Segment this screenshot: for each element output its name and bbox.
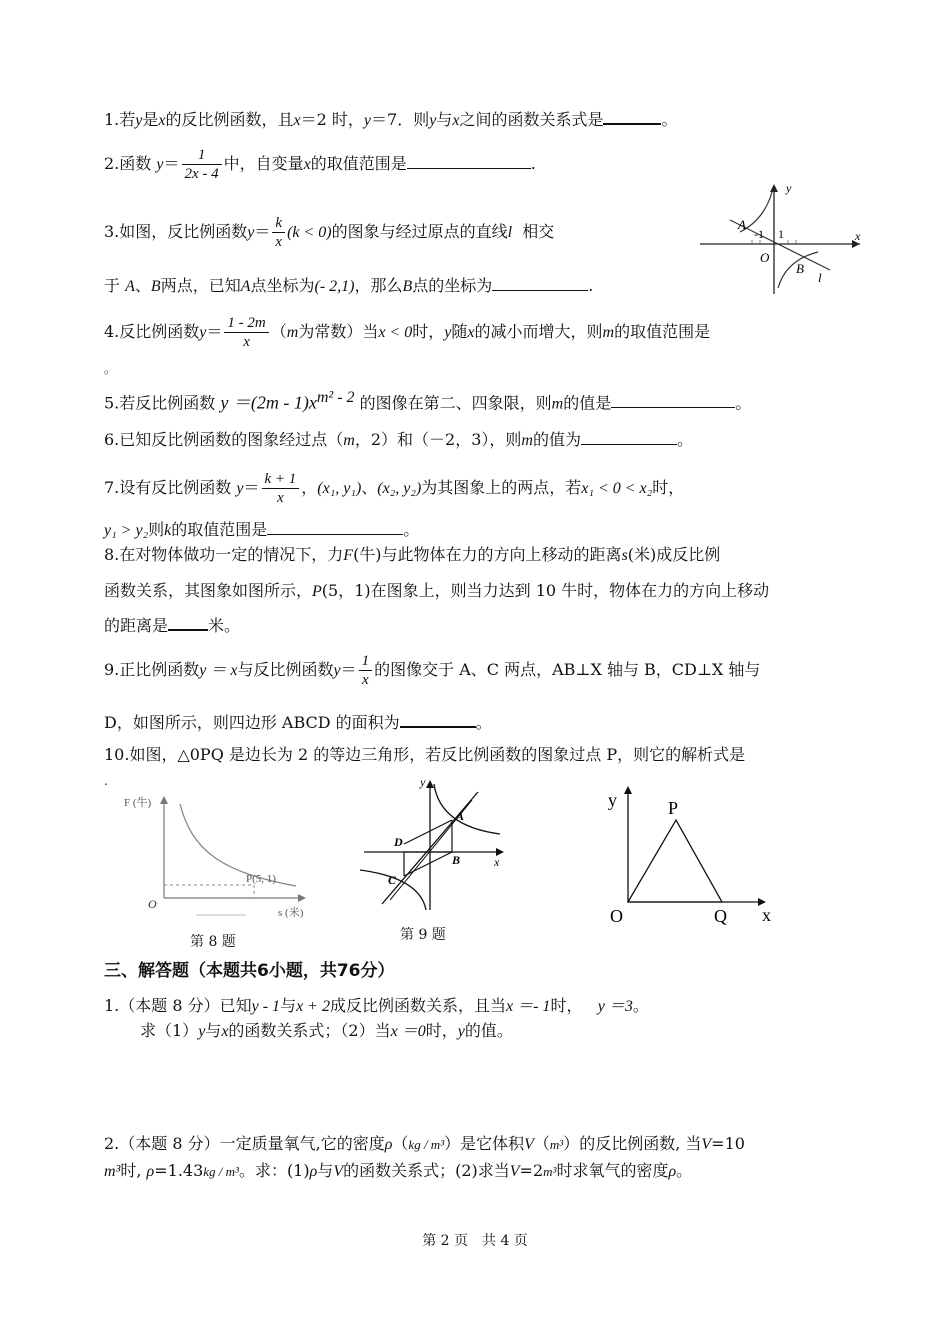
y-axis-label: F (牛)	[124, 797, 152, 809]
x-label: x	[855, 229, 861, 243]
question-10: 10.如图，△0PQ 是边长为 2 的等边三角形，若反比例函数的图象过点 P，则它的解析式是	[104, 745, 746, 764]
point-d-label: D	[394, 835, 403, 849]
y-axis-arrow-icon	[770, 184, 778, 192]
question-7-line-2: y₁ > y₂则k的取值范围是 。	[104, 520, 420, 539]
point-p-label: P	[668, 798, 679, 818]
fraction: $\frac{1 - 2m}{x}$	[224, 314, 268, 351]
problem-2-line-2: m³时, ρ=1.43kg / m³。求：(1)ρ与V的函数关系式；(2)求当V=2m³时求氧气的密度ρ。	[104, 1161, 693, 1180]
answer-blank	[407, 152, 531, 169]
x-label: x	[494, 855, 500, 869]
y-label: y	[608, 790, 617, 810]
y-axis-arrow-icon	[624, 786, 632, 794]
question-7-line-1: 7.设有反比例函数 y＝ $\frac{k + 1}{x}$ ，(x₁, y₁)、(x₂, y₂)为其图象上的两点，若x₁ < 0 < x₂时，	[104, 471, 685, 506]
y-axis-arrow-icon	[426, 780, 434, 788]
origin-label: O	[148, 897, 157, 911]
page-footer: 第 2 页 共 4 页	[422, 1233, 528, 1249]
origin-label: O	[610, 906, 623, 926]
question-9-line-2: D，如图所示，则四边形 ABCD 的面积为 。	[104, 710, 492, 734]
question-10-end: .	[104, 774, 108, 788]
point-p-label: P(5, 1)	[246, 873, 276, 885]
problem-1-line-1: 1.（本题 8 分）已知y - 1与x + 2成反比例函数关系，且当x ＝- 1时， y ＝3。	[104, 996, 649, 1015]
fraction: $\frac{1}{x}$	[359, 652, 373, 689]
point-a-label: A	[456, 809, 465, 823]
equilateral-triangle-opq	[628, 820, 722, 902]
tick-label-neg1: -1	[754, 227, 764, 241]
figure-q3-graph	[700, 180, 870, 300]
fraction: $\frac{1}{2x - 4}$	[182, 146, 222, 183]
fraction: $\frac{k + 1}{x}$	[262, 470, 300, 507]
y-axis-arrow-icon	[160, 796, 168, 804]
question-5: 5.若反比例函数 $y =(2m - 1)x^{m^2 - 2}$ 的图像在第二、四象限，则m的值是 。	[104, 389, 752, 413]
figure-9-caption: 第 9 题	[400, 927, 446, 943]
problem-2-line-1: 2.（本题 8 分）一定质量氧气,它的密度ρ（kg / m³）是它体积V（m³）的反比例函数, 当V=10	[104, 1134, 745, 1153]
line-l-label: l	[818, 270, 822, 285]
point-b-label: B	[796, 261, 804, 276]
hyperbola-branch-q1	[434, 784, 500, 834]
quad-vertical-sides	[404, 820, 452, 876]
question-4: 4.反比例函数y＝ $\frac{1 - 2m}{x}$ （m为常数）当x < 0时，y随x的减小而增大，则m的取值范围是	[104, 315, 711, 350]
question-3-line-2: 于 A、B两点，已知A点坐标为(- 2,1)，那么B点的坐标为 .	[104, 276, 594, 295]
question-8-line-1: 8.在对物体做功一定的情况下，力F(牛)与此物体在力的方向上移动的距离s(米)成反比例	[104, 545, 721, 564]
question-4-end: 。	[104, 362, 117, 376]
hyperbola-curve	[180, 804, 296, 886]
question-9-line-1: 9.正比例函数y ＝ x与反比例函数y＝ $\frac{1}{x}$ 的图像交于 A、C 两点，AB⊥X 轴与 B，CD⊥X 轴与	[104, 653, 761, 688]
tick-label-1: 1	[778, 227, 784, 241]
section-3-title: 三、解答题（本题共6小题，共76分）	[104, 961, 395, 981]
origin-label: O	[760, 250, 770, 265]
point-c-label: C	[388, 873, 397, 887]
point-q-label: Q	[714, 906, 727, 926]
answer-blank	[611, 391, 735, 408]
question-6: 6.已知反比例函数的图象经过点（m，2）和（－2，3），则m的值为 。	[104, 430, 693, 449]
y-label: y	[786, 181, 792, 195]
figure-8-caption: 第 8 题	[190, 934, 236, 950]
quad-top-edge	[404, 820, 452, 844]
answer-blank	[267, 518, 403, 535]
figure-q9-graph	[360, 776, 510, 916]
x-axis-label: s (米)	[278, 907, 304, 919]
question-2: 2.函数 y＝ $\frac{1}{2x - 4}$ 中，自变量x的取值范围是 .	[104, 147, 536, 182]
x-axis-arrow-icon	[298, 894, 306, 902]
answer-blank	[603, 107, 661, 125]
answer-blank	[492, 274, 588, 291]
figure-q10-graph	[596, 784, 786, 934]
question-1: 1.若y是x的反比例函数，且x＝2 时，y＝7．则y与x之间的函数关系式是 。	[104, 107, 677, 132]
point-a-label: A	[738, 217, 746, 232]
fraction: $\frac{k}{x}$	[272, 214, 285, 251]
question-8-line-2: 函数关系，其图象如图所示，P(5，1)在图象上，则当力达到 10 牛时，物体在力的方向上移动	[104, 581, 770, 600]
point-b-label: B	[452, 853, 461, 867]
problem-1-line-2: 求（1）y与x的函数关系式；（2）当x ＝0时，y的值。	[140, 1021, 513, 1040]
answer-blank	[581, 428, 677, 445]
answer-blank	[168, 613, 208, 631]
x-label: x	[762, 905, 771, 925]
y-label: y	[420, 776, 426, 789]
quad-bottom-edge	[404, 852, 452, 876]
figure-q8-graph	[120, 790, 310, 930]
answer-blank	[400, 710, 476, 728]
question-3-line-1: 3.如图，反比例函数y＝ $\frac{k}{x}$ (k < 0)的图象与经过原点的直线l 相交	[104, 215, 555, 250]
question-8-line-3: 的距离是 米。	[104, 613, 240, 637]
